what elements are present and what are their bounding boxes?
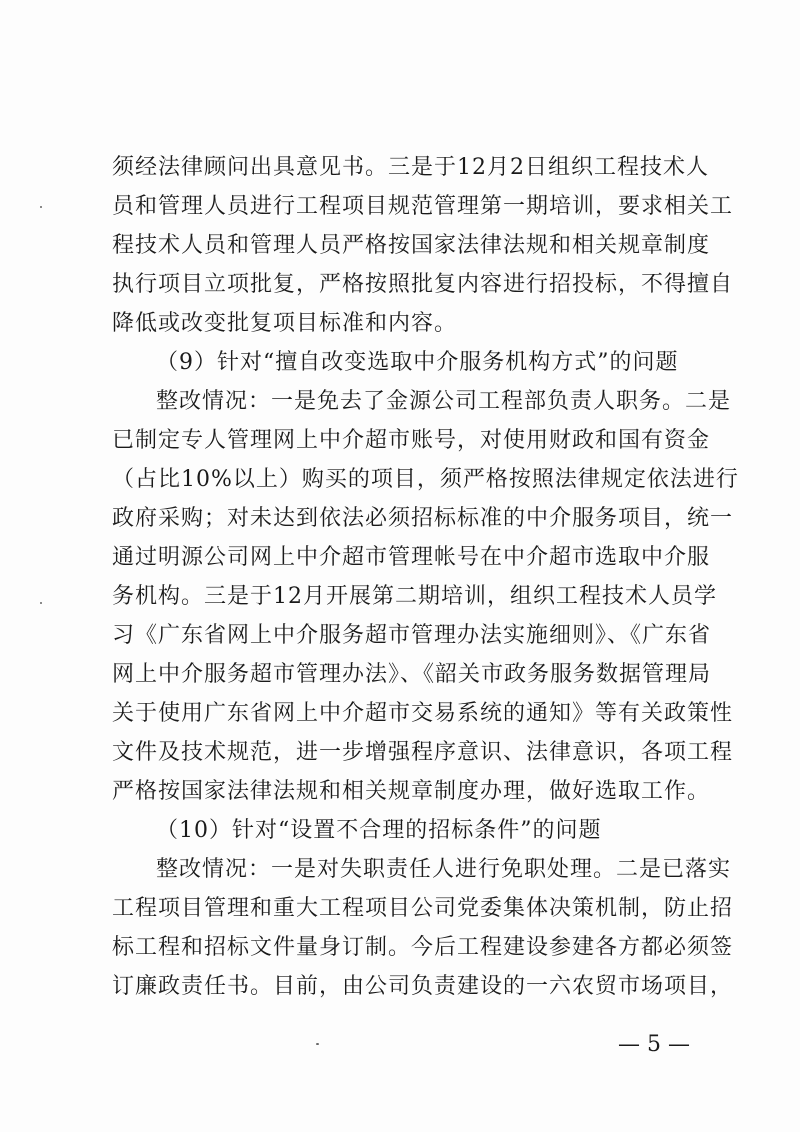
text-line: 降低或改变批复项目标准和内容。: [112, 311, 458, 336]
text-line: 整改情况：一是对失职责任人进行免职处理。二是已落实: [156, 857, 732, 882]
text-line: 订廉政责任书。目前，由公司负责建设的一六农贸市场项目，: [112, 974, 734, 999]
text-line: 已制定专人管理网上中介超市账号，对使用财政和国有资金: [112, 428, 711, 453]
text-line: 习《广东省网上中介服务超市管理办法实施细则》、《广东省: [112, 623, 712, 648]
page-number: — 5 —: [618, 1032, 690, 1057]
text-line: 整改情况：一是免去了金源公司工程部负责人职务。二是: [156, 389, 732, 414]
text-line: 关于使用广东省网上中介超市交易系统的通知》等有关政策性: [112, 701, 734, 726]
text-line: 政府采购；对未达到依法必须招标标准的中介服务项目，统一: [112, 506, 734, 531]
section-heading-10: （10）针对“设置不合理的招标条件”的问题: [156, 818, 602, 843]
text-line: 执行项目立项批复，严格按照批复内容进行招投标，不得擅自: [112, 272, 734, 297]
text-line: 工程项目管理和重大工程项目公司党委集体决策机制，防止招: [112, 896, 734, 921]
text-line: 严格按国家法律法规和相关规章制度办理，做好选取工作。: [112, 779, 711, 804]
text-line: 文件及技术规范，进一步增强程序意识、法律意识，各项工程: [112, 740, 734, 765]
scan-speck: [316, 1043, 319, 1045]
text-line: （占比10%以上）购买的项目，须严格按照法律规定依法进行: [112, 467, 739, 492]
text-line: 标工程和招标文件量身订制。今后工程建设参建各方都必须签: [112, 935, 734, 960]
document-body: [112, 148, 739, 1006]
text-line: 员和管理人员进行工程项目规范管理第一期培训，要求相关工: [112, 194, 734, 219]
text-line: 须经法律顾问出具意见书。三是于12月2日组织工程技术人: [112, 155, 709, 180]
text-line: 通过明源公司网上中介超市管理帐号在中介超市选取中介服: [112, 545, 711, 570]
text-line: 务机构。三是于12月开展第二期培训，组织工程技术人员学: [112, 584, 717, 609]
scan-speck: [40, 602, 42, 604]
text-line: 网上中介服务超市管理办法》、《韶关市政务服务数据管理局: [112, 662, 712, 687]
text-line: 程技术人员和管理人员严格按国家法律法规和相关规章制度: [112, 233, 711, 258]
section-heading-9: （9）针对“擅自改变选取中介服务机构方式”的问题: [156, 350, 679, 375]
scan-speck: [40, 206, 42, 208]
